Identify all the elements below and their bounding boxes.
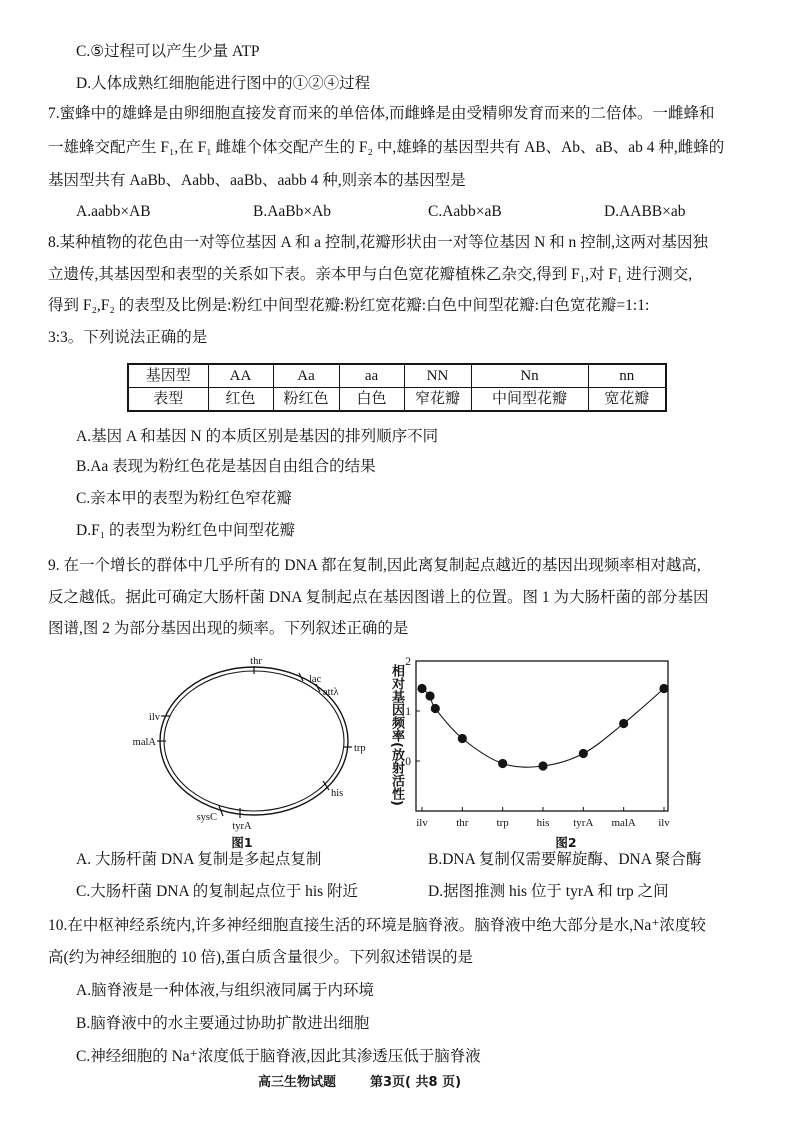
table-cell: Aa — [273, 364, 339, 388]
gene-label-ilv: ilv — [148, 712, 160, 723]
q8-option-d: D.F₁ 的表型为粉红色中间型花瓣 — [76, 522, 295, 539]
q7-option-d: D.AABB×ab — [604, 203, 686, 220]
table-cell: NN — [404, 364, 471, 388]
plot-frame — [416, 661, 668, 811]
x-tick-label: ilv — [416, 817, 428, 829]
x-tick-label: tyrA — [573, 817, 594, 829]
q8-option-b: B.Aa 表现为粉红色花是基因自由组合的结果 — [76, 458, 376, 475]
x-tick-label: ilv — [658, 817, 670, 829]
q10-stem-line: 10.在中枢神经系统内,许多神经细胞直接生活的环境是脑脊液。脑脊液中绝大部分是水,Na⁺浓度较 — [48, 917, 706, 934]
table-cell: 粉红色 — [273, 388, 339, 412]
table-cell: AA — [208, 364, 273, 388]
table-cell: 白色 — [339, 388, 404, 412]
table-cell: 基因型 — [128, 364, 208, 388]
gene-marker-tyrA — [232, 808, 252, 832]
y-tick-label: 0 — [405, 756, 411, 768]
q10-stem-line: 高(约为神经细胞的 10 倍),蛋白质含量很少。下列叙述错误的是 — [48, 949, 473, 966]
q7-option-a: A.aabb×AB — [76, 203, 151, 220]
footer-page-number: 第3页( 共8 页) — [370, 1075, 462, 1090]
table-cell: aa — [339, 364, 404, 388]
x-tick-label: thr — [456, 817, 469, 829]
gene-label-tyrA: tyrA — [232, 821, 252, 832]
figure2-caption: 图2 — [555, 835, 577, 850]
footer-subject: 高三生物试题 — [258, 1075, 337, 1090]
q7-option-c: C.Aabb×aB — [428, 203, 502, 220]
data-point — [458, 734, 467, 743]
table-cell: Nn — [471, 364, 588, 388]
q9-option-c: C.大肠杆菌 DNA 的复制起点位于 his 附近 — [76, 883, 359, 900]
q8-stem-line: 3:3。下列说法正确的是 — [48, 329, 208, 346]
gene-label-malA: malA — [132, 737, 156, 748]
table-cell: 窄花瓣 — [404, 388, 471, 412]
table-cell: 中间型花瓣 — [471, 388, 588, 412]
data-point — [417, 684, 426, 693]
chromosome-inner-ring — [164, 671, 344, 811]
gene-label-trp: trp — [354, 743, 366, 754]
q7-option-b: B.AaBb×Ab — [253, 203, 332, 220]
y-tick-label: 2 — [405, 656, 411, 668]
q10-option-c: C.神经细胞的 Na⁺浓度低于脑脊液,因此其渗透压低于脑脊液 — [76, 1048, 481, 1065]
q9-stem-line: 9. 在一个增长的群体中几乎所有的 DNA 都在复制,因此离复制起点越近的基因出现频率相对越高, — [48, 557, 701, 574]
table-cell: 红色 — [208, 388, 273, 412]
gene-marker-att-lambda — [316, 684, 339, 698]
gene-marker-lac — [299, 673, 322, 685]
gene-marker-sysC — [197, 806, 223, 823]
q8-stem-line: 立遗传,其基因型和表型的关系如下表。亲本甲与白色宽花瓣植株乙杂交,得到 F₁,对 F₁ 进行测交, — [48, 266, 693, 283]
table-row-phenotype — [128, 388, 666, 412]
q9-option-d: D.据图推测 his 位于 tyrA 和 trp 之间 — [428, 883, 669, 900]
genotype-phenotype-table — [127, 363, 667, 412]
table-row-genotype — [128, 364, 666, 388]
data-point — [579, 749, 588, 758]
gene-label-lac: lac — [309, 674, 322, 685]
table-cell: 宽花瓣 — [588, 388, 666, 412]
x-tick-label: malA — [611, 817, 636, 829]
x-tick-label: trp — [496, 817, 509, 829]
q7-stem-line: 基因型共有 AaBb、Aabb、aaBb、aabb 4 种,则亲本的基因型是 — [48, 172, 466, 189]
q8-option-a: A.基因 A 和基因 N 的本质区别是基因的排列顺序不同 — [76, 428, 439, 445]
q7-stem-line: 7.蜜蜂中的雄蜂是由卵细胞直接发育而来的单倍体,而雌蜂是由受精卵发育而来的二倍体。一雌蜂和 — [48, 105, 715, 122]
figure1-caption: 图1 — [231, 835, 253, 850]
y-axis-label: 相对基因频率(放射活性) — [389, 664, 404, 806]
data-point — [619, 719, 628, 728]
gene-label-att-lambda: attλ — [323, 687, 339, 698]
q8-stem-line: 得到 F₂,F₂ 的表型及比例是:粉红中间型花瓣:粉红宽花瓣:白色中间型花瓣:白色宽花瓣=1:1: — [48, 297, 650, 314]
q10-option-b: B.脑脊液中的水主要通过协助扩散进出细胞 — [76, 1015, 370, 1032]
data-point — [659, 684, 668, 693]
data-point — [538, 761, 547, 770]
table-cell: 表型 — [128, 388, 208, 412]
data-point — [498, 759, 507, 768]
q6-option-d: D.人体成熟红细胞能进行图中的①②④过程 — [76, 75, 371, 92]
q6-option-c: C.⑤过程可以产生少量 ATP — [76, 43, 260, 60]
gene-map-figure — [120, 650, 380, 835]
q9-stem-line: 反之越低。据此可确定大肠杆菌 DNA 复制起点在基因图谱上的位置。图 1 为大肠杆菌的部分基因 — [48, 589, 709, 606]
data-point — [425, 691, 434, 700]
q9-option-a: A. 大肠杆菌 DNA 复制是多起点复制 — [76, 851, 322, 868]
chart-marks — [405, 656, 670, 829]
q9-option-b: B.DNA 复制仅需要解旋酶、DNA 聚合酶 — [428, 851, 702, 868]
gene-label-thr: thr — [250, 656, 262, 667]
data-point — [431, 704, 440, 713]
table-cell: nn — [588, 364, 666, 388]
q8-stem-line: 8.某种植物的花色由一对等位基因 A 和 a 控制,花瓣形状由一对等位基因 N 和 n 控制,这两对基因独 — [48, 234, 709, 251]
q10-option-a: A.脑脊液是一种体液,与组织液同属于内环境 — [76, 982, 374, 999]
x-tick-label: his — [536, 817, 550, 829]
y-tick-label: 1 — [405, 706, 411, 718]
gene-label-his: his — [331, 788, 344, 799]
gene-marker-malA — [133, 737, 166, 748]
gene-label-sysC: sysC — [196, 812, 217, 823]
gene-frequency-chart — [380, 650, 680, 835]
chromosome-outer-ring — [160, 667, 348, 815]
q9-stem-line: 图谱,图 2 为部分基因出现的频率。下列叙述正确的是 — [48, 620, 409, 637]
frequency-curve — [422, 689, 664, 768]
q8-option-c: C.亲本甲的表型为粉红色窄花瓣 — [76, 490, 292, 507]
q7-stem-line: 一雄蜂交配产生 F₁,在 F₁ 雌雄个体交配产生的 F₂ 中,雄蜂的基因型共有 AB、Ab、aB、ab 4 种,雌蜂的 — [48, 139, 725, 156]
